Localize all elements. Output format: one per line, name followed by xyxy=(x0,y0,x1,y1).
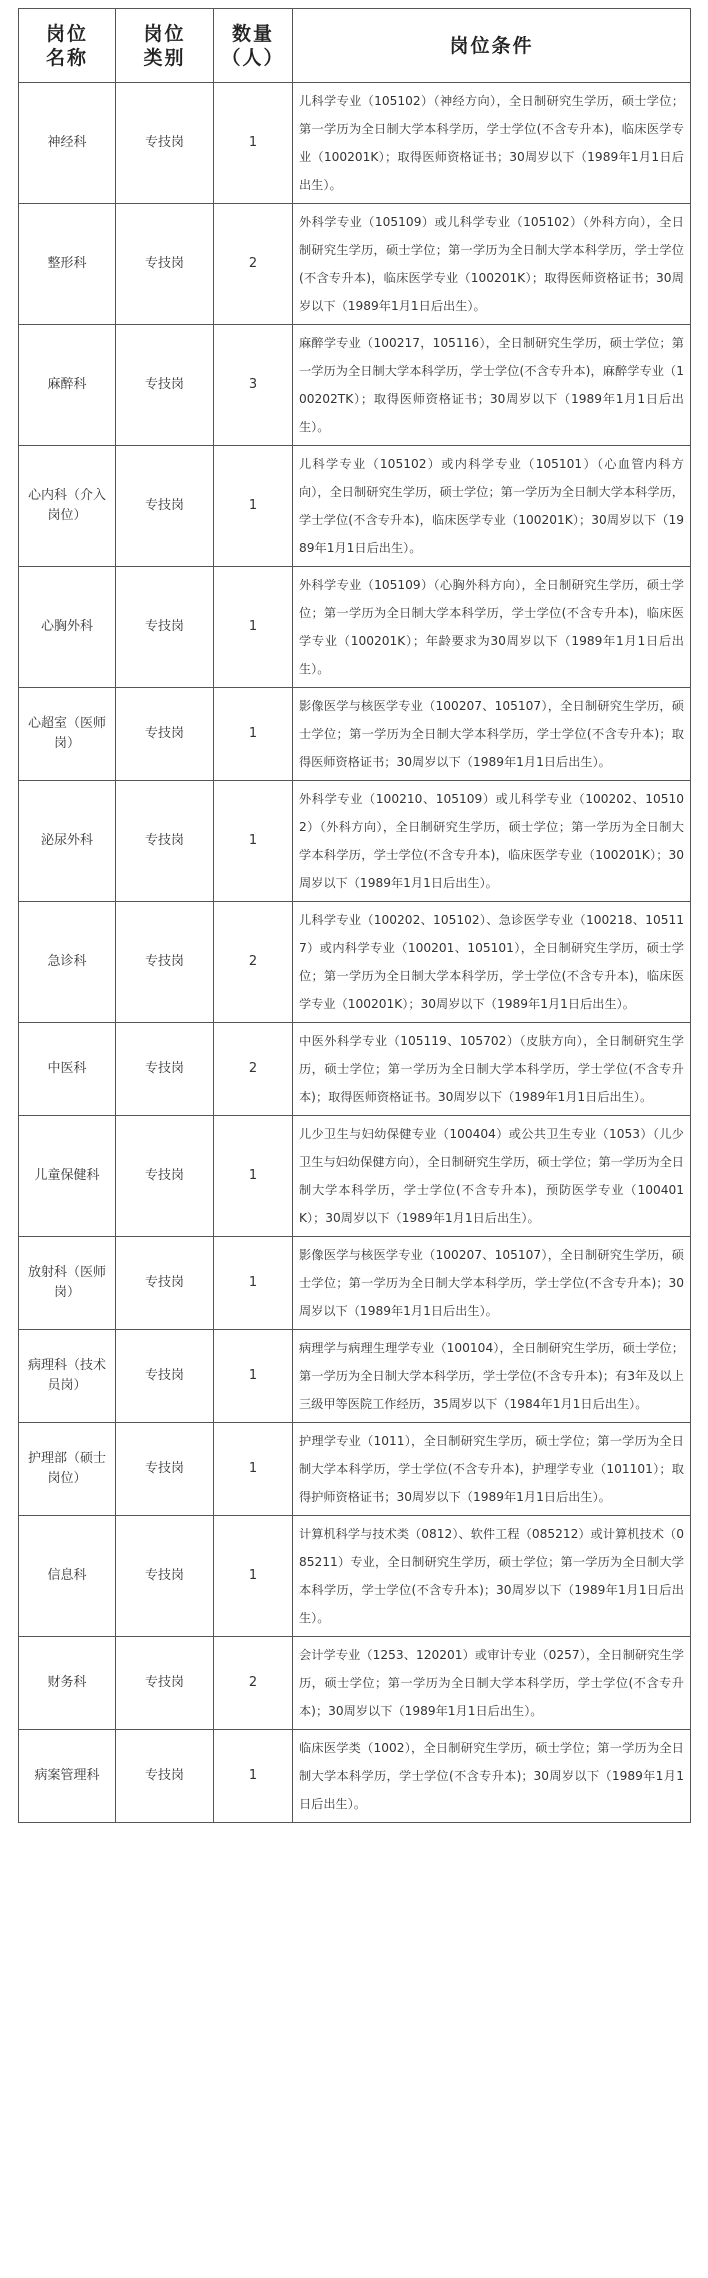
header-conditions: 岗位条件 xyxy=(293,9,691,83)
conditions-cell: 护理学专业（1011），全日制研究生学历，硕士学位；第一学历为全日制大学本科学历，学士学位(不含专升本)，护理学专业（101101）；取得护师资格证书；30周岁以下（1989年1月1日后出生）。 xyxy=(293,1423,691,1516)
position-name-cell: 心内科（介入岗位） xyxy=(19,446,116,567)
position-name-cell: 儿童保健科 xyxy=(19,1116,116,1237)
count-cell: 2 xyxy=(214,204,293,325)
position-type-cell: 专技岗 xyxy=(116,1330,214,1423)
position-name-cell: 心超室（医师岗） xyxy=(19,688,116,781)
conditions-cell: 中医外科学专业（105119、105702）（皮肤方向），全日制研究生学历，硕士学位；第一学历为全日制大学本科学历，学士学位(不含专升本)；取得医师资格证书。30周岁以下（1989年1月1日后出生）。 xyxy=(293,1023,691,1116)
conditions-cell: 临床医学类（1002），全日制研究生学历，硕士学位；第一学历为全日制大学本科学历，学士学位(不含专升本)；30周岁以下（1989年1月1日后出生）。 xyxy=(293,1730,691,1823)
conditions-cell: 病理学与病理生理学专业（100104），全日制研究生学历，硕士学位；第一学历为全日制大学本科学历，学士学位(不含专升本)；有3年及以上三级甲等医院工作经历，35周岁以下（1984年1月1日后出生）。 xyxy=(293,1330,691,1423)
position-type-cell: 专技岗 xyxy=(116,1423,214,1516)
count-cell: 1 xyxy=(214,688,293,781)
header-count: 数量 （人） xyxy=(214,9,293,83)
position-type-cell: 专技岗 xyxy=(116,83,214,204)
table-row xyxy=(19,1116,691,1237)
count-cell: 1 xyxy=(214,1330,293,1423)
position-name-cell: 病案管理科 xyxy=(19,1730,116,1823)
count-cell: 1 xyxy=(214,83,293,204)
count-cell: 2 xyxy=(214,902,293,1023)
position-name-cell: 麻醉科 xyxy=(19,325,116,446)
position-type-cell: 专技岗 xyxy=(116,1730,214,1823)
table-row xyxy=(19,83,691,204)
count-cell: 1 xyxy=(214,1116,293,1237)
count-cell: 1 xyxy=(214,1730,293,1823)
table-row xyxy=(19,1516,691,1637)
conditions-cell: 外科学专业（100210、105109）或儿科学专业（100202、105102）（外科方向），全日制研究生学历，硕士学位；第一学历为全日制大学本科学历，学士学位(不含专升本)，临床医学专业（100201K）；30周岁以下（1989年1月1日后出生）。 xyxy=(293,781,691,902)
position-name-cell: 中医科 xyxy=(19,1023,116,1116)
position-name-cell: 财务科 xyxy=(19,1637,116,1730)
conditions-cell: 计算机科学与技术类（0812）、软件工程（085212）或计算机技术（085211）专业，全日制研究生学历，硕士学位；第一学历为全日制大学本科学历，学士学位(不含专升本)；30周岁以下（1989年1月1日后出生）。 xyxy=(293,1516,691,1637)
position-type-cell: 专技岗 xyxy=(116,446,214,567)
position-type-cell: 专技岗 xyxy=(116,1116,214,1237)
table-row xyxy=(19,1237,691,1330)
position-type-cell: 专技岗 xyxy=(116,1516,214,1637)
count-cell: 3 xyxy=(214,325,293,446)
count-cell: 1 xyxy=(214,1516,293,1637)
position-name-cell: 信息科 xyxy=(19,1516,116,1637)
conditions-cell: 儿科学专业（105102）（神经方向），全日制研究生学历，硕士学位；第一学历为全日制大学本科学历，学士学位(不含专升本)，临床医学专业（100201K）；取得医师资格证书；30周岁以下（1989年1月1日后出生）。 xyxy=(293,83,691,204)
position-name-cell: 神经科 xyxy=(19,83,116,204)
position-name-cell: 护理部（硕士岗位） xyxy=(19,1423,116,1516)
position-type-cell: 专技岗 xyxy=(116,1637,214,1730)
count-cell: 2 xyxy=(214,1637,293,1730)
position-name-cell: 病理科（技术员岗） xyxy=(19,1330,116,1423)
position-type-cell: 专技岗 xyxy=(116,204,214,325)
table-row xyxy=(19,781,691,902)
count-cell: 2 xyxy=(214,1023,293,1116)
table-row xyxy=(19,902,691,1023)
table-row xyxy=(19,567,691,688)
table-header xyxy=(19,9,691,83)
table-row xyxy=(19,1330,691,1423)
table-body xyxy=(19,83,691,1823)
conditions-cell: 儿少卫生与妇幼保健专业（100404）或公共卫生专业（1053）（儿少卫生与妇幼保健方向），全日制研究生学历，硕士学位；第一学历为全日制大学本科学历，学士学位(不含专升本)，预防医学专业（100401K）；30周岁以下（1989年1月1日后出生）。 xyxy=(293,1116,691,1237)
position-type-cell: 专技岗 xyxy=(116,1023,214,1116)
conditions-cell: 会计学专业（1253、120201）或审计专业（0257），全日制研究生学历，硕士学位；第一学历为全日制大学本科学历，学士学位(不含专升本)；30周岁以下（1989年1月1日后出生）。 xyxy=(293,1637,691,1730)
recruitment-table xyxy=(18,8,691,1823)
conditions-cell: 儿科学专业（100202、105102）、急诊医学专业（100218、105117）或内科学专业（100201、105101），全日制研究生学历，硕士学位；第一学历为全日制大学本科学历，学士学位(不含专升本)，临床医学专业（100201K）；30周岁以下（1989年1月1日后出生）。 xyxy=(293,902,691,1023)
header-row xyxy=(19,9,691,83)
count-cell: 1 xyxy=(214,1423,293,1516)
conditions-cell: 影像医学与核医学专业（100207、105107），全日制研究生学历，硕士学位；第一学历为全日制大学本科学历，学士学位(不含专升本)；取得医师资格证书；30周岁以下（1989年1月1日后出生）。 xyxy=(293,688,691,781)
position-name-cell: 整形科 xyxy=(19,204,116,325)
table-row xyxy=(19,204,691,325)
position-type-cell: 专技岗 xyxy=(116,567,214,688)
position-name-cell: 放射科（医师岗） xyxy=(19,1237,116,1330)
table-row xyxy=(19,1023,691,1116)
table-row xyxy=(19,688,691,781)
conditions-cell: 外科学专业（105109）或儿科学专业（105102）（外科方向），全日制研究生学历，硕士学位；第一学历为全日制大学本科学历，学士学位(不含专升本)，临床医学专业（100201K）；取得医师资格证书；30周岁以下（1989年1月1日后出生）。 xyxy=(293,204,691,325)
position-name-cell: 急诊科 xyxy=(19,902,116,1023)
position-type-cell: 专技岗 xyxy=(116,325,214,446)
position-name-cell: 泌尿外科 xyxy=(19,781,116,902)
position-type-cell: 专技岗 xyxy=(116,781,214,902)
conditions-cell: 儿科学专业（105102）或内科学专业（105101）（心血管内科方向），全日制研究生学历，硕士学位；第一学历为全日制大学本科学历，学士学位(不含专升本)，临床医学专业（100201K）；30周岁以下（1989年1月1日后出生）。 xyxy=(293,446,691,567)
count-cell: 1 xyxy=(214,1237,293,1330)
table-row xyxy=(19,325,691,446)
table-row xyxy=(19,1637,691,1730)
count-cell: 1 xyxy=(214,446,293,567)
position-type-cell: 专技岗 xyxy=(116,1237,214,1330)
position-type-cell: 专技岗 xyxy=(116,902,214,1023)
header-position-type: 岗位 类别 xyxy=(116,9,214,83)
conditions-cell: 影像医学与核医学专业（100207、105107），全日制研究生学历，硕士学位；第一学历为全日制大学本科学历，学士学位(不含专升本)；30周岁以下（1989年1月1日后出生）。 xyxy=(293,1237,691,1330)
table-row xyxy=(19,1423,691,1516)
position-type-cell: 专技岗 xyxy=(116,688,214,781)
table-row xyxy=(19,446,691,567)
conditions-cell: 麻醉学专业（100217，105116），全日制研究生学历，硕士学位；第一学历为全日制大学本科学历，学士学位(不含专升本)，麻醉学专业（100202TK）；取得医师资格证书；30周岁以下（1989年1月1日后出生）。 xyxy=(293,325,691,446)
conditions-cell: 外科学专业（105109）（心胸外科方向），全日制研究生学历，硕士学位；第一学历为全日制大学本科学历，学士学位(不含专升本)，临床医学专业（100201K）；年龄要求为30周岁以下（1989年1月1日后出生）。 xyxy=(293,567,691,688)
count-cell: 1 xyxy=(214,781,293,902)
header-position-name: 岗位 名称 xyxy=(19,9,116,83)
table-row xyxy=(19,1730,691,1823)
position-name-cell: 心胸外科 xyxy=(19,567,116,688)
count-cell: 1 xyxy=(214,567,293,688)
